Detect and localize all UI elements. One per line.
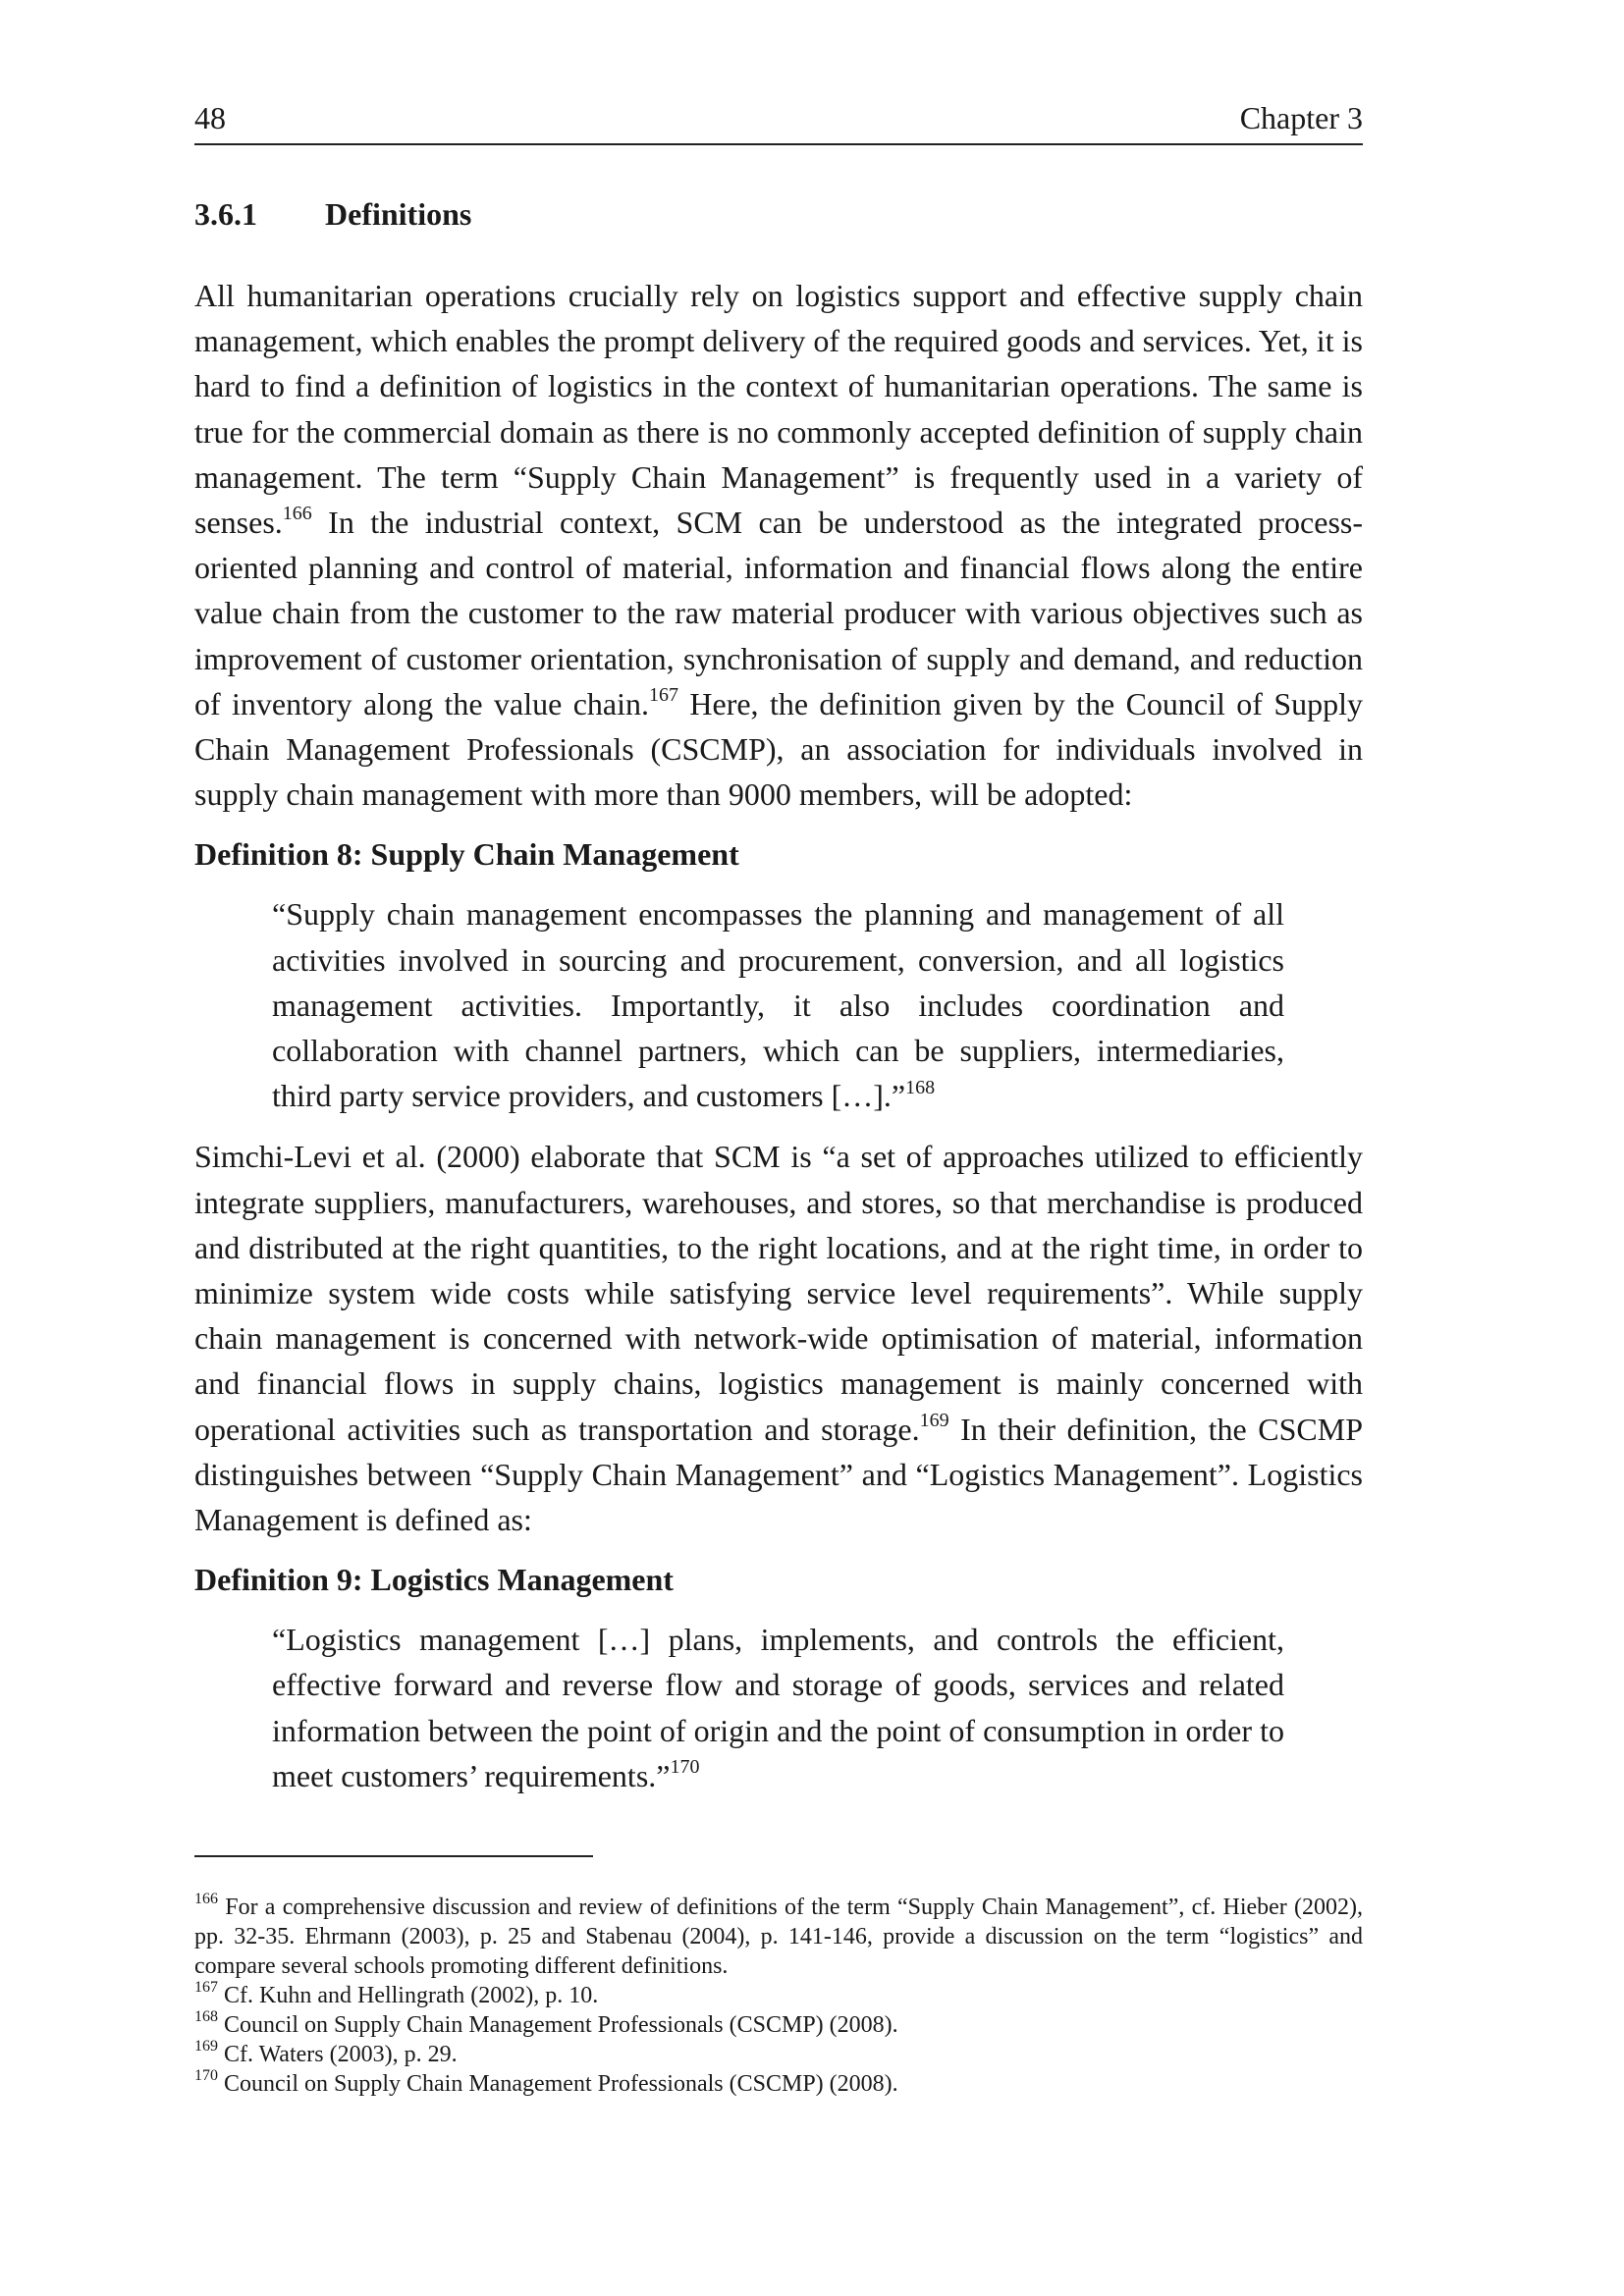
footnote-ref-168: 168 [905, 1076, 936, 1098]
footnote-170: $^{170}$ Council on Supply Chain Management Professionals (CSCMP) (2008). [194, 2067, 898, 2098]
section-number: 3.6.1 [194, 196, 257, 232]
footnote-divider [194, 1855, 593, 1857]
footnote-ref-167: 167 [649, 684, 678, 707]
section-heading [194, 194, 1363, 234]
footnote-166: $^{166}$ For a comprehensive discussion and review of definitions of the term “Supply Chain Management”, cf. Hieber (2002), pp. 32-35. Ehrmann (2003), p. 25 and Stabenau (2004), p. 141-146, provide a discussion on the term “logistics” and compare several schools promoting different definitions. [194, 1891, 1363, 1980]
chapter-label: Chapter 3 [1239, 100, 1363, 135]
page-header [194, 98, 1363, 145]
definition-8-heading: Definition 8: Supply Chain Management [194, 836, 739, 873]
footnote-ref-169: 169 [919, 1410, 949, 1432]
footnote-ref-170: 170 [670, 1756, 700, 1779]
paragraph-1: All humanitarian operations crucially rely on logistics support and effective supply chain management, which enables the prompt delivery of the required goods and services. Yet, it is hard to find a definition of logistics in the context of humanitarian operations. The same is true for the commercial domain as there is no commonly accepted definition of supply chain management. The term “Supply Chain Management” is frequently used in a variety of senses.$^{166}$ In the industrial context, SCM can be understood as the integrated process-oriented planning and control of material, information and financial flows along the entire value chain from the customer to the raw material producer with various objectives such as improvement of customer orientation, synchronisation of supply and demand, and reduction of inventory along the value chain.$^{167}$ Here, the definition given by the Council of Supply Chain Management Professionals (CSCMP), an association for individuals involved in supply chain management with more than 9000 members, will be adopted: [194, 278, 1364, 813]
paragraph-2: Simchi-Levi et al. (2000) elaborate that SCM is “a set of approaches utilized to efficiently integrate suppliers, manufacturers, warehouses, and stores, so that merchandise is produced and distributed at the right quantities, to the right locations, and at the right time, in order to minimize system wide costs while satisfying service level requirements”. While supply chain management is concerned with network-wide optimisation of material, information and financial flows in supply chains, logistics management is mainly concerned with operational activities such as transportation and storage.$^{169}$ In their definition, the CSCMP distinguishes between “Supply Chain Management” and “Logistics Management”. Logistics Management is defined as: [194, 1139, 1364, 1538]
definition-9-quote: “Logistics management […] plans, implements, and controls the efficient, effective forward and reverse flow and storage of goods, services and related information between the point of origin and the point of consumption in order to meet customers’ requirements.”$^{170}$ [272, 1622, 1284, 1793]
footnote-ref-166: 166 [282, 503, 312, 525]
footnotes [194, 1893, 1363, 2099]
section-title: Definitions [325, 196, 472, 232]
footnote-169: $^{169}$ Cf. Waters (2003), p. 29. [194, 2038, 458, 2068]
footnote-167: $^{167}$ Cf. Kuhn and Hellingrath (2002), p. 10. [194, 1979, 599, 2009]
page-number: 48 [194, 100, 226, 135]
footnote-168: $^{168}$ Council on Supply Chain Management Professionals (CSCMP) (2008). [194, 2008, 898, 2039]
definition-8-quote: “Supply chain management encompasses the planning and management of all activities involved in sourcing and procurement, conversion, and all logistics management activities. Importantly, it also includes coordination and collaboration with channel partners, which can be suppliers, intermediaries, third party service providers, and customers […].”$^{168}$ [272, 896, 1284, 1114]
definition-9-heading: Definition 9: Logistics Management [194, 1562, 674, 1598]
page [194, 98, 1363, 2099]
